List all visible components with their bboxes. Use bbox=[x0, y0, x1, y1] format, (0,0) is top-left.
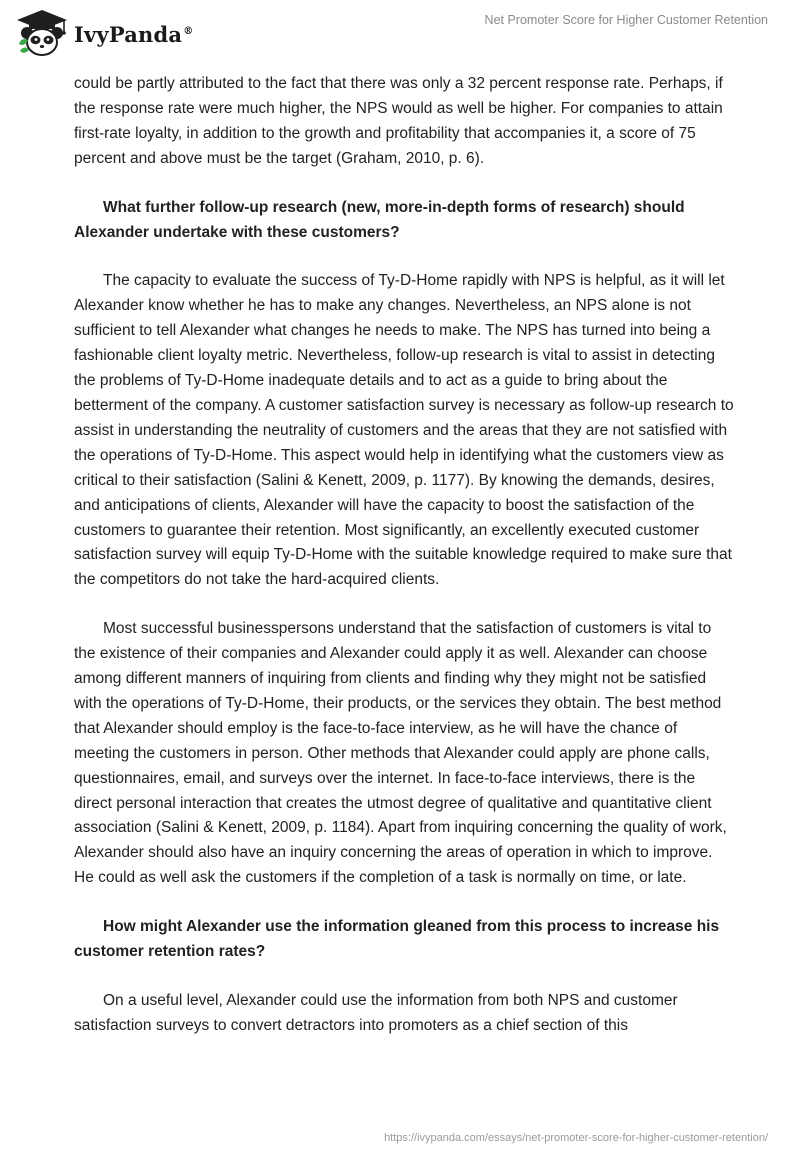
panda-graduate-icon bbox=[14, 8, 70, 58]
section-heading: What further follow-up research (new, more-in-depth forms of research) should Alexander undertake with these customers? bbox=[74, 198, 685, 241]
paragraph-continued: could be partly attributed to the fact that there was only a 32 percent response rate. Perhaps, if the response rate were much higher, the NPS would as well be higher. For companies to attain first-rate loyalty, in addition to the growth and profitability that accompanies it, a score of 75 percent and above must be the target (Graham, 2010, p. 6). bbox=[74, 75, 723, 167]
ivypanda-logo[interactable] bbox=[14, 8, 193, 58]
logo-wordmark: IvyPanda® bbox=[74, 21, 194, 47]
paragraph: Most successful businesspersons understand that the satisfaction of customers is vital to the existence of their companies and Alexander could apply it as well. Alexander can choose among different manners of inquiring from clients and finding why they might not be satisfied with the operations of Ty-D-Home, their products, or the services they obtain. The best method that Alexander should employ is the face-to-face interview, as he will have the chance of meeting the customers in person. Other methods that Alexander could apply are phone calls, questionnaires, email, and surveys over the internet. In face-to-face interviews, there is the direct personal interaction that creates the utmost degree of qualitative and quantitative client association (Salini & Kenett, 2009, p. 1184). Apart from inquiring concerning the quality of work, Alexander should also have an inquiry concerning the areas of operation in which to improve. He could as well ask the customers if the completion of a task is normally on time, or late. bbox=[74, 620, 727, 887]
section-heading: How might Alexander use the information gleaned from this process to increase his customer retention rates? bbox=[74, 918, 720, 961]
essay-body bbox=[74, 72, 734, 1063]
paragraph: The capacity to evaluate the success of Ty-D-Home rapidly with NPS is helpful, as it will let Alexander know whether he has to make any changes. Nevertheless, an NPS alone is not sufficient to tell Alexander what changes he needs to make. The NPS has turned into being a fashionable client loyalty metric. Nevertheless, follow-up research is vital to assist in detecting the problems of Ty-D-Home inadequate details and to act as a guide to bring about the betterment of the company. A customer satisfaction survey is necessary as follow-up research to assist in understanding the neutrality of customers and the areas that they are not satisfied with the operations of Ty-D-Home. This aspect would help in identifying what the customers view as critical to their satisfaction (Salini & Kenett, 2009, p. 1177). By knowing the demands, desires, and anticipations of clients, Alexander will have the capacity to boost the satisfaction of the customers to guarantee their retention. Most significantly, an excellently executed customer satisfaction survey will equip Ty-D-Home with the suitable knowledge required to make sure that the competitors do not take the hard-acquired clients. bbox=[74, 272, 734, 589]
document-title: Net Promoter Score for Higher Customer Retention bbox=[484, 13, 768, 27]
paragraph: On a useful level, Alexander could use the information from both NPS and customer satisfaction surveys to convert detractors into promoters as a chief section of this bbox=[74, 992, 678, 1034]
source-url[interactable]: https://ivypanda.com/essays/net-promoter-score-for-higher-customer-retention/ bbox=[384, 1132, 768, 1144]
page-header bbox=[0, 0, 800, 70]
